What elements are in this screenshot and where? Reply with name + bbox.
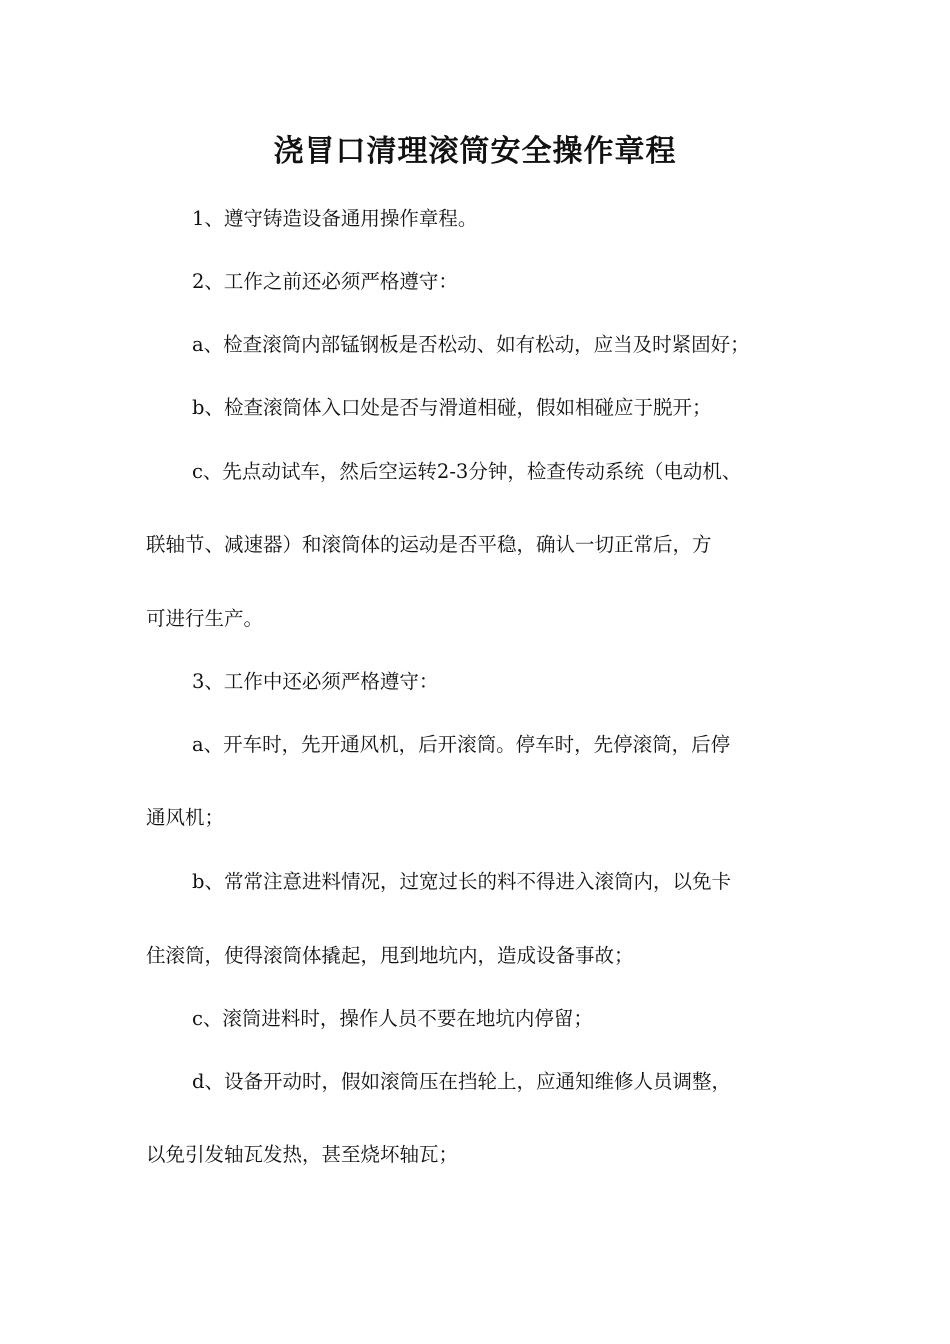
text-line: 住滚筒，使得滚筒体撬起，甩到地坑内，造成设备事故； [146, 944, 634, 967]
text-line: c、滚筒进料时，操作人员不要在地坑内停留； [192, 1007, 593, 1030]
text-line: c、先点动试车，然后空运转2-3分钟，检查传动系统（电动机、 [192, 460, 742, 483]
document-title: 浇冒口清理滚筒安全操作章程 [273, 134, 677, 169]
text-line: 通风机； [146, 806, 225, 829]
text-line: a、开车时，先开通风机，后开滚筒。停车时，先停滚筒，后停 [192, 733, 731, 756]
text-line: 2、工作之前还必须严格遵守： [192, 270, 458, 293]
text-line: d、设备开动时，假如滚筒压在挡轮上，应通知维修人员调整， [192, 1070, 731, 1093]
text-line: 以免引发轴瓦发热，甚至烧坏轴瓦； [146, 1143, 459, 1166]
text-line: b、检查滚筒体入口处是否与滑道相碰，假如相碰应于脱开； [192, 396, 712, 419]
text-line: 联轴节、减速器）和滚筒体的运动是否平稳，确认一切正常后，方 [146, 533, 712, 556]
text-line: 可进行生产。 [146, 607, 264, 630]
text-line: 3、工作中还必须严格遵守： [192, 670, 439, 693]
text-line: a、检查滚筒内部锰钢板是否松动、如有松动，应当及时紧固好； [192, 333, 750, 356]
text-line: b、常常注意进料情况，过宽过长的料不得进入滚筒内，以免卡 [192, 870, 731, 893]
text-line: 1、遵守铸造设备通用操作章程。 [192, 207, 478, 230]
